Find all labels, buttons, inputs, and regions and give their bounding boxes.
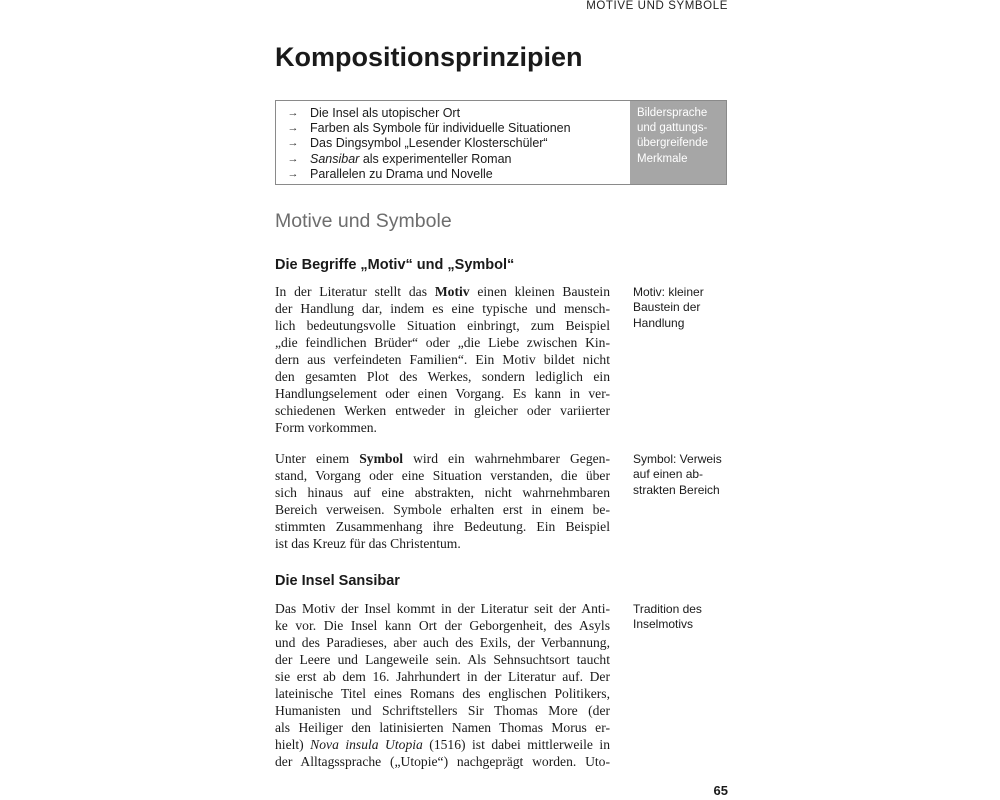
page-number: 65 [713,783,728,798]
text-run: In der Literatur stellt das [275,284,435,299]
text-run: einen kleinen Baustein [469,284,611,299]
text-line: der Alltagssprache („Utopie“) nachgeprägt worden. Uto- [275,754,610,769]
arrow-right-icon: → [287,152,299,165]
overview-label [630,101,726,184]
paragraph-insel [275,600,610,770]
arrow-right-icon: → [287,137,299,150]
italic-title: Sansibar [310,151,360,166]
margin-note-line: Baustein der [633,300,701,315]
arrow-right-icon: → [287,122,299,135]
margin-note-line: auf einen ab- [633,467,704,482]
text-run: (1516) ist dabei mittlerweile in [422,737,610,752]
text-line: ke vor. Die Insel kann Ort der Geborgenheit, des Asyls [275,618,610,633]
page-title: Kompositionsprinzipien [275,42,583,72]
margin-note-motiv [633,285,733,331]
overview-item [276,106,630,121]
overview-item-text-rest: als experimenteller Roman [359,151,512,166]
text-line: der Handlung dar, indem es eine typische und mensch- [275,301,610,316]
chapter-overview-box [275,100,727,185]
arrow-right-icon: → [287,107,299,119]
text-line: stimmten Zusammenhang ihre Bedeutung. Ein Beispiel [275,519,610,534]
text-line: als Heiliger den latinisierten Namen Thomas Morus er- [275,720,610,735]
margin-note-line: Symbol: Verweis [633,452,722,466]
text-line: Handlungselement oder einen Vorgang. Es kann in ver- [275,386,610,401]
text-line: lateinische Titel eines Romans des englischen Politikers, [275,686,610,701]
text-line: ist das Kreuz für das Christentum. [275,536,461,551]
paragraph-motiv [275,283,610,436]
text-line: Humanisten und Schriftstellers Sir Thomas More (der [275,703,610,718]
subheading-insel-sansibar: Die Insel Sansibar [275,573,400,589]
text-line: Form vorkommen. [275,420,377,435]
margin-note-line: Inselmotivs [633,617,694,632]
paragraph-symbol [275,450,610,552]
text-run: wird ein wahrnehmbarer Gegen- [403,451,610,466]
bold-term: Symbol [359,451,404,466]
text-line: sie erst ab dem 16. Jahrhundert in der Literatur auf. Der [275,669,610,684]
text-line: lich bedeutungsvolle Situation einbringt, zum Beispiel [275,318,610,333]
overview-label-line: Bildersprache [637,107,708,119]
overview-item-text [310,152,512,167]
overview-item-text: Die Insel als utopischer Ort [310,106,461,120]
text-run: Unter einem [275,451,360,466]
overview-item [276,136,630,151]
overview-item [276,152,630,167]
overview-label-line: und gattungs- [637,122,708,135]
margin-note-symbol [633,452,733,498]
text-line: den gesamten Plot des Werkes, sondern lediglich ein [275,369,610,384]
overview-item [276,167,630,182]
margin-note-line: Handlung [633,315,685,330]
overview-label-line: übergreifende [637,137,708,150]
text-line: und des Paradieses, aber auch des Exils, der Verbannung, [275,635,610,650]
running-head: MOTIVE UND SYMBOLE [586,0,728,12]
text-line: „die feindlichen Brüder“ oder „die Liebe zwischen Kin- [275,335,610,350]
overview-list [276,101,630,184]
text-line: schiedenen Werken entweder in gleicher oder variierter [275,403,610,418]
text-line: sich hinaus auf eine abstrakten, nicht wahrnehmbaren [275,485,610,500]
text-line: Bereich verweisen. Symbole erhalten erst in einem be- [275,502,610,517]
overview-item-text: Das Dingsymbol „Lesender Klosterschüler“ [310,136,548,151]
bold-term: Motiv [434,284,470,299]
margin-note-line: Tradition des [633,602,702,616]
overview-item-text: Parallelen zu Drama und Novelle [310,166,493,181]
margin-note-insel [633,602,733,633]
section-title: Motive und Symbole [275,210,452,232]
overview-item [276,121,630,136]
arrow-right-icon: → [287,167,299,180]
text-run: hielt) [275,737,311,752]
text-line: Das Motiv der Insel kommt in der Literatur seit der Anti- [275,601,610,616]
text-line: stand, Vorgang oder eine Situation verstanden, die über [275,468,610,483]
overview-item-text: Farben als Symbole für individuelle Situationen [310,121,571,136]
margin-note-line: strakten Bereich [633,482,720,497]
text-line: der Leere und Langeweile sein. Als Sehnsuchtsort taucht [275,652,610,667]
italic-title: Nova insula Utopia [310,737,423,752]
text-line [275,450,610,467]
overview-label-line: Merkmale [637,152,688,165]
text-line: dern aus verfeindeten Familien“. Ein Motiv bildet nicht [275,352,610,367]
text-line [275,736,610,753]
text-line [275,283,610,300]
margin-note-line: Motiv: kleiner [633,285,704,299]
subheading-motiv-symbol: Die Begriffe „Motiv“ und „Symbol“ [275,257,515,273]
